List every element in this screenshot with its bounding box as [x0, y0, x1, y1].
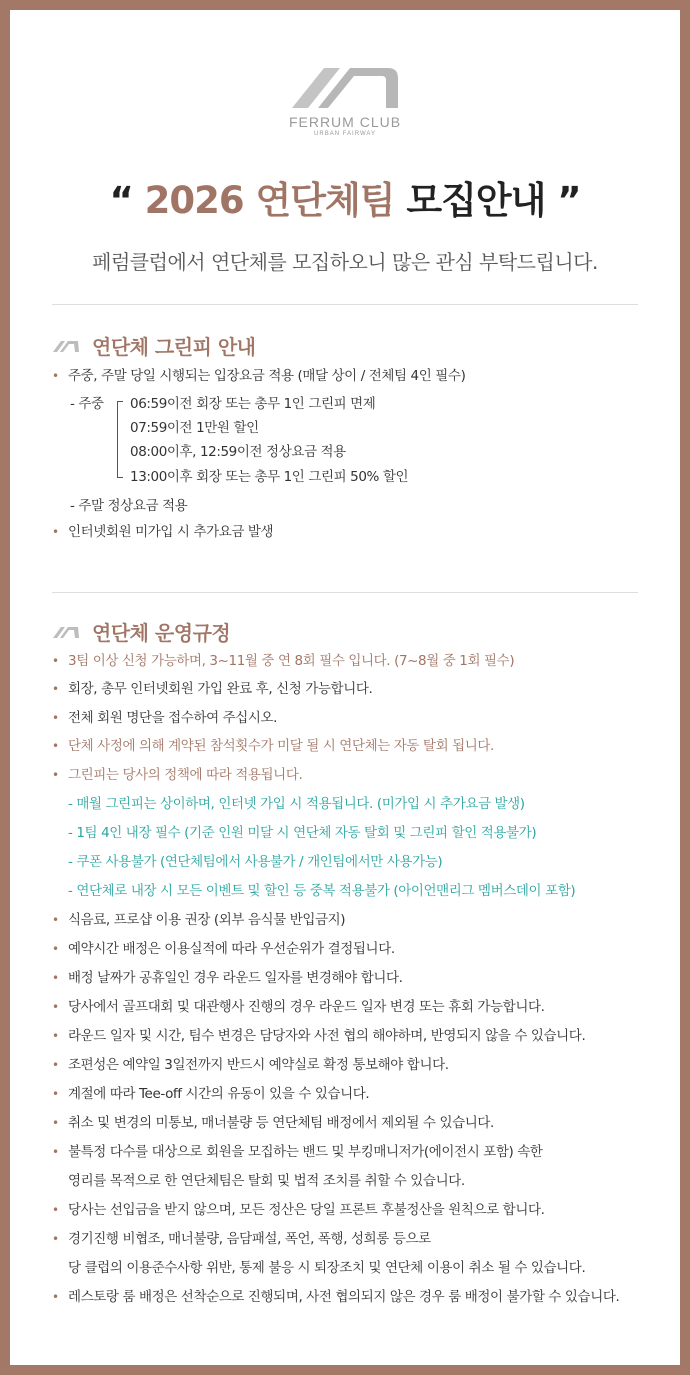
- logo-mark-icon: [290, 64, 400, 112]
- title-accent: 2026 연단체팀: [144, 179, 395, 222]
- rule-item: • 라운드 일자 및 시간, 팀수 변경은 담당자와 사전 협의 해야하며, 반영되지 않을 수 있습니다.: [52, 1028, 586, 1044]
- weekday-rate: 06:59이전 회장 또는 총무 1인 그린피 면제: [130, 396, 376, 412]
- rule-item: • 계절에 따라 Tee-off 시간의 유동이 있을 수 있습니다.: [52, 1086, 370, 1102]
- section-logo-icon: [52, 625, 80, 639]
- weekend-rate: - 주말 정상요금 적용: [70, 498, 188, 514]
- page-subtitle: 페럼클럽에서 연단체를 모집하오니 많은 관심 부탁드립니다.: [92, 250, 598, 274]
- rule-subitem: - 1팀 4인 내장 필수 (기준 인원 미달 시 연단체 자동 탈회 및 그린피 할인 적용불가): [68, 825, 537, 841]
- logo-name: FERRUM CLUB: [288, 114, 402, 130]
- rule-subitem: - 연단체로 내장 시 모든 이벤트 및 할인 등 중복 적용불가 (아이언맨리그 멤버스데이 포함): [68, 883, 576, 899]
- close-quote: ”: [557, 179, 581, 222]
- rule-item: • 배정 날짜가 공휴일인 경우 라운드 일자를 변경해야 합니다.: [52, 970, 403, 986]
- rule-subitem: - 매월 그린피는 상이하며, 인터넷 가입 시 적용됩니다. (미가입 시 추가요금 발생): [68, 796, 525, 812]
- section-logo-icon: [52, 339, 80, 353]
- section-greenfee-title: [52, 331, 256, 360]
- section-title-text: 연단체 그린피 안내: [92, 335, 256, 359]
- weekday-rate: 13:00이후 회장 또는 총무 1인 그린피 50% 할인: [130, 469, 409, 485]
- bracket: [117, 401, 124, 478]
- rule-item: • 그린피는 당사의 정책에 따라 적용됩니다.: [52, 767, 303, 783]
- rule-item: • 식음료, 프로샵 이용 권장 (외부 음식물 반입금지): [52, 912, 346, 928]
- section-rules-title: [52, 617, 230, 646]
- divider: [52, 592, 638, 593]
- rule-item: • 조편성은 예약일 3일전까지 반드시 예약실로 확정 통보해야 합니다.: [52, 1057, 449, 1073]
- list-item: • 인터넷회원 미가입 시 추가요금 발생: [52, 524, 274, 540]
- section-title-text: 연단체 운영규정: [92, 621, 231, 645]
- rule-item: • 단체 사정에 의해 계약된 참석횟수가 미달 될 시 연단체는 자동 탈회 됩니다.: [52, 738, 494, 754]
- weekday-label: - 주중: [70, 396, 104, 412]
- open-quote: “: [109, 179, 145, 222]
- rule-item-continued: 영리를 목적으로 한 연단체팀은 탈회 및 법적 조치를 취할 수 있습니다.: [68, 1173, 465, 1189]
- rule-item: • 경기진행 비협조, 매너불량, 음담패설, 폭언, 폭행, 성희롱 등으로: [52, 1231, 431, 1247]
- rule-item: • 불특정 다수를 대상으로 회원을 모집하는 밴드 및 부킹매니저가(에이전시 포함) 속한: [52, 1144, 543, 1160]
- rule-item: • 회장, 총무 인터넷회원 가입 완료 후, 신청 가능합니다.: [52, 681, 373, 697]
- rule-item: • 3팀 이상 신청 가능하며, 3~11월 중 연 8회 필수 입니다. (7~8월 중 1회 필수): [52, 653, 515, 669]
- rule-subitem: - 쿠폰 사용불가 (연단체팀에서 사용불가 / 개인팀에서만 사용가능): [68, 854, 443, 870]
- title-rest: 모집안내: [394, 179, 558, 222]
- rule-item: • 취소 및 변경의 미통보, 매너불량 등 연단체팀 배정에서 제외될 수 있습니다.: [52, 1115, 494, 1131]
- page-title: [10, 170, 680, 224]
- rule-item: • 전체 회원 명단을 접수하여 주십시오.: [52, 710, 278, 726]
- logo-tagline: URBAN FAIRWAY: [314, 131, 376, 137]
- weekday-rate: 08:00이후, 12:59이전 정상요금 적용: [130, 444, 346, 460]
- divider: [52, 304, 638, 305]
- rule-item: • 레스토랑 룸 배정은 선착순으로 진행되며, 사전 협의되지 않은 경우 룸 배정이 불가할 수 있습니다.: [52, 1289, 620, 1305]
- ferrum-club-logo: [10, 64, 680, 137]
- list-item: • 주중, 주말 당일 시행되는 입장요금 적용 (매달 상이 / 전체팀 4인 필수): [52, 368, 466, 384]
- weekday-rate: 07:59이전 1만원 할인: [130, 420, 259, 436]
- rule-item-continued: 당 클럽의 이용준수사항 위반, 통제 불응 시 퇴장조치 및 연단체 이용이 취소 될 수 있습니다.: [68, 1260, 586, 1276]
- rule-item: • 당사에서 골프대회 및 대관행사 진행의 경우 라운드 일자 변경 또는 휴회 가능합니다.: [52, 999, 545, 1015]
- rule-item: • 당사는 선입금을 받지 않으며, 모든 정산은 당일 프론트 후불정산을 원칙으로 합니다.: [52, 1202, 545, 1218]
- rule-item: • 예약시간 배정은 이용실적에 따라 우선순위가 결정됩니다.: [52, 941, 395, 957]
